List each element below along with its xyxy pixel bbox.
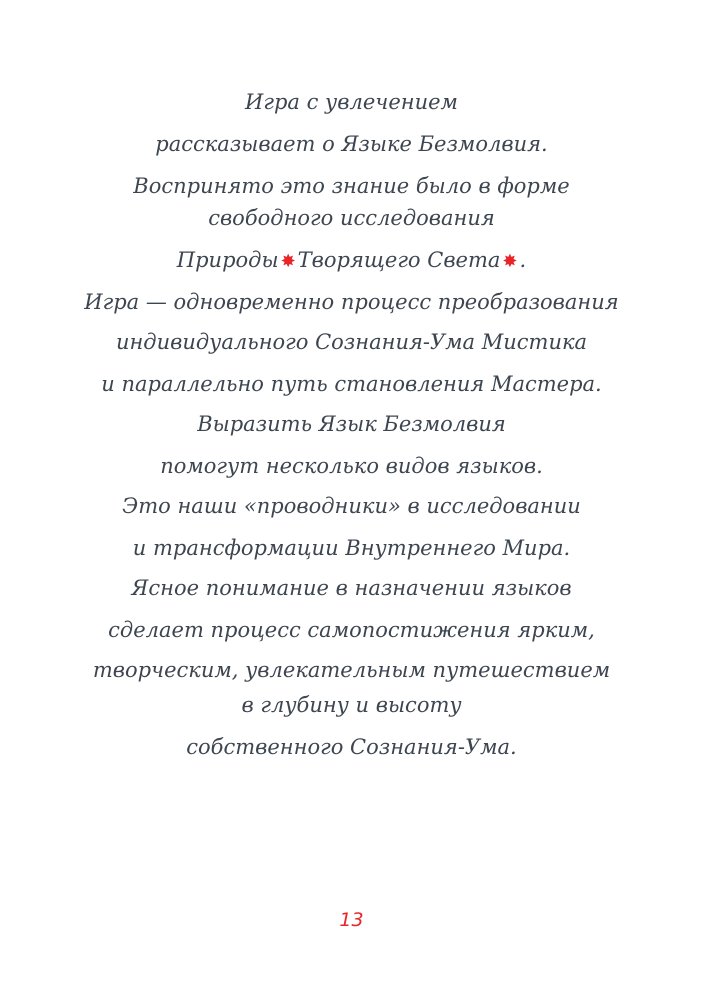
text-line-3: Воспринято это знание было в форме <box>133 174 570 198</box>
text-line-1: Игра с увлечением <box>245 90 458 114</box>
star-ornament-icon: ✸ <box>280 251 296 272</box>
text-line-5-part-1: Природы <box>176 248 279 272</box>
text-line-5-part-2: Творящего Света <box>297 248 501 272</box>
text-line-8: и параллельно путь становления Мастера. <box>101 372 602 396</box>
page-number: 13 <box>339 909 364 931</box>
text-line-14: сделает процесс самопостижения ярким, <box>108 618 595 642</box>
text-line-5 <box>0 247 703 275</box>
text-line-16: в глубину и высоту <box>241 693 462 717</box>
text-line-13: Ясное понимание в назначении языков <box>131 576 572 600</box>
text-line-7: индивидуального Сознания-Ума Мистика <box>115 330 588 354</box>
text-line-12: и трансформации Внутреннего Мира. <box>132 536 571 560</box>
text-line-11: Это наши «проводники» в исследовании <box>122 494 581 518</box>
text-line-2: рассказывает о Языке Безмолвия. <box>155 132 548 156</box>
text-line-15: творческим, увлекательным путешествием <box>92 658 611 682</box>
text-line-4: свободного исследования <box>208 206 495 230</box>
text-line-17: собственного Сознания-Ума. <box>186 735 517 759</box>
text-line-9: Выразить Язык Безмолвия <box>197 412 506 436</box>
text-line-5-period: . <box>519 248 527 272</box>
text-line-10: помогут несколько видов языков. <box>160 454 543 478</box>
star-ornament-icon: ✸ <box>502 251 518 272</box>
text-line-6: Игра — одновременно процесс преобразования <box>84 290 619 314</box>
